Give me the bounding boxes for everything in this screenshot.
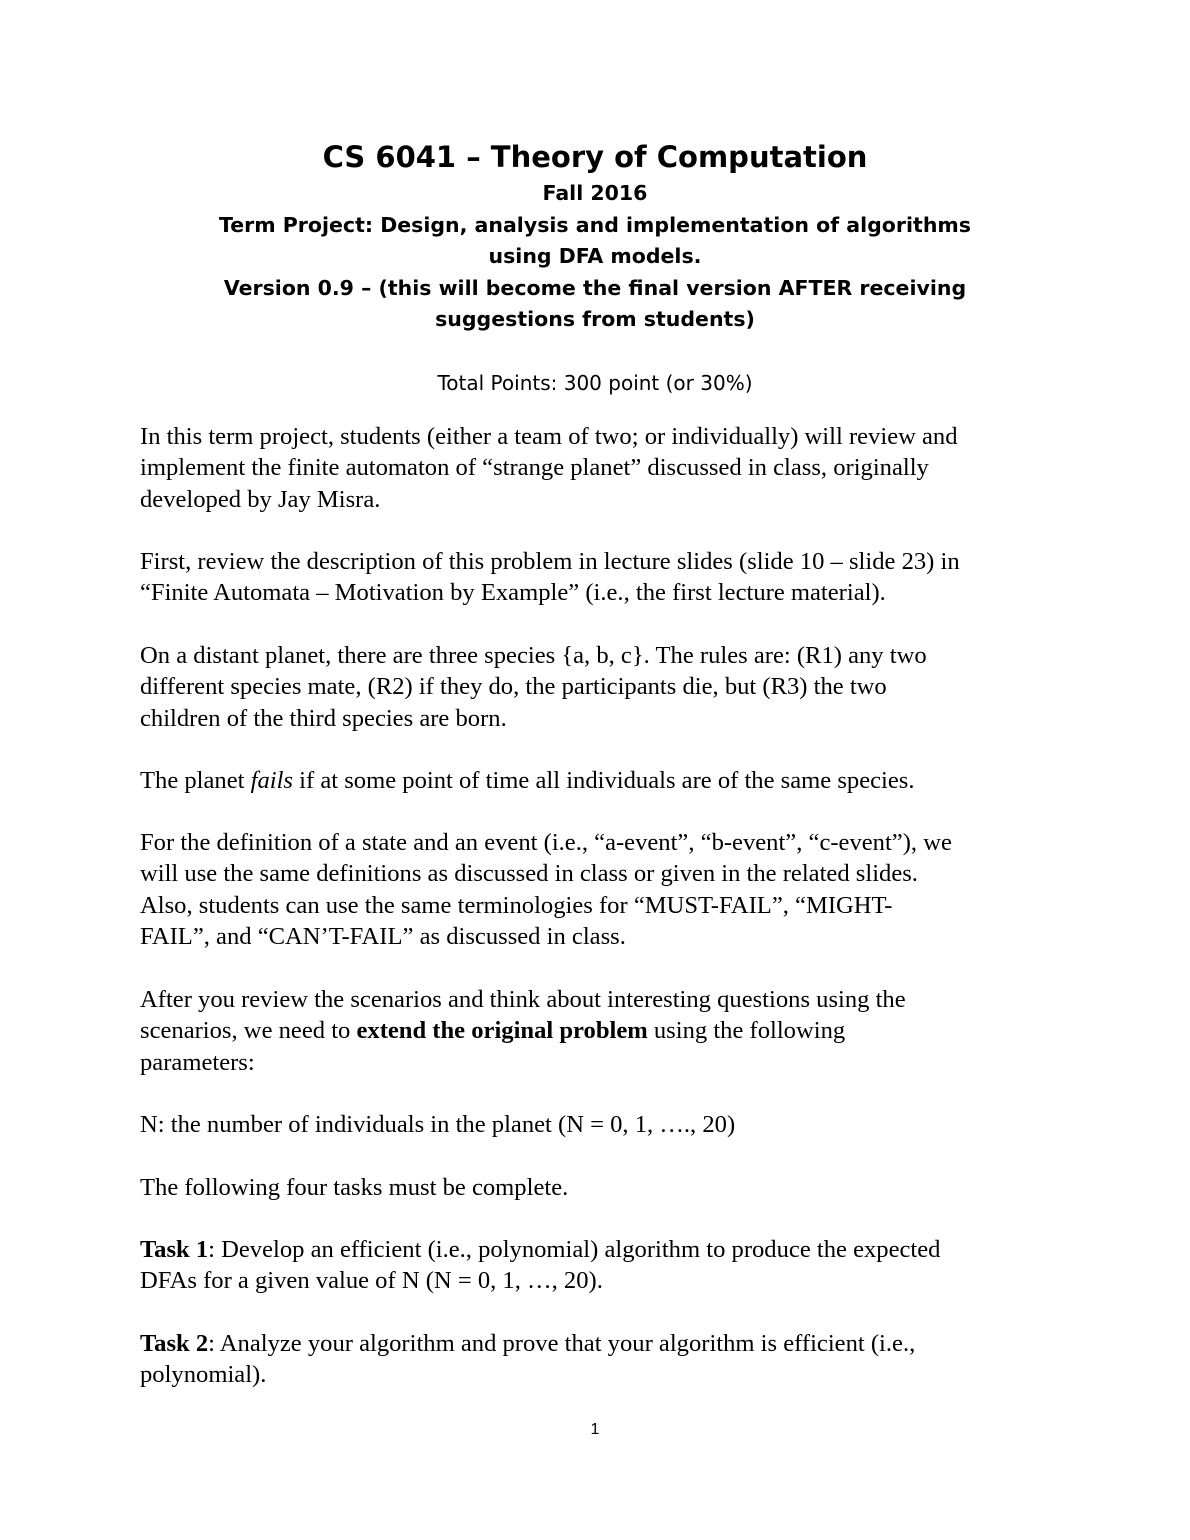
text-line: developed by Jay Misra. xyxy=(140,485,381,513)
paragraph-parameter-n: N: the number of individuals in the planet (N = 0, 1, …., 20) xyxy=(140,1111,736,1138)
task-2 xyxy=(140,1328,915,1391)
text-line: different species mate, (R2) if they do, the participants die, but (R3) the two xyxy=(140,673,887,701)
text-line: will use the same definitions as discussed in class or given in the related slides. xyxy=(140,860,918,888)
total-points: Total Points: 300 point (or 30%) xyxy=(437,371,753,395)
text-line: children of the third species are born. xyxy=(140,704,507,732)
text-line: For the definition of a state and an event (i.e., “a-event”, “b-event”, “c-event”), we xyxy=(140,829,952,856)
version-line2: suggestions from students) xyxy=(435,307,755,331)
text-line: “Finite Automata – Motivation by Example” (i.e., the first lecture material). xyxy=(140,579,886,607)
project-title-line2: using DFA models. xyxy=(488,244,702,268)
text: : Analyze your algorithm and prove that your algorithm is efficient (i.e., xyxy=(208,1330,916,1357)
text-line: implement the finite automaton of “strange planet” discussed in class, originally xyxy=(140,454,929,482)
paragraph-fail xyxy=(140,765,915,796)
text-line: After you review the scenarios and think about interesting questions using the xyxy=(140,986,906,1013)
text: scenarios, we need to xyxy=(140,1017,357,1045)
document-title: CS 6041 – Theory of Computation xyxy=(322,140,868,174)
text-line: polynomial). xyxy=(140,1361,267,1389)
text: using the following xyxy=(647,1017,846,1045)
task-label: Task 1 xyxy=(140,1236,209,1263)
version-line1: Version 0.9 – (this will become the final version AFTER receiving xyxy=(223,276,967,300)
term: Fall 2016 xyxy=(542,181,648,205)
text: The planet xyxy=(140,767,251,794)
text-line: DFAs for a given value of N (N = 0, 1, …, 20). xyxy=(140,1267,603,1295)
project-title-line1: Term Project: Design, analysis and implementation of algorithms xyxy=(219,213,971,237)
text-line: On a distant planet, there are three species {a, b, c}. The rules are: (R1) any two xyxy=(140,642,927,669)
text-line xyxy=(140,1234,940,1265)
task-label: Task 2 xyxy=(140,1330,209,1357)
bold-text: extend the original problem xyxy=(356,1017,648,1045)
text-line: parameters: xyxy=(140,1048,255,1076)
text-line xyxy=(140,1328,915,1359)
text-line xyxy=(140,1015,906,1046)
text: : Develop an efficient (i.e., polynomial) algorithm to produce the expected xyxy=(208,1236,941,1263)
paragraph-review xyxy=(140,546,960,609)
text: if at some point of time all individuals are of the same species. xyxy=(293,767,915,794)
paragraph-tasks-intro: The following four tasks must be complete. xyxy=(140,1174,569,1201)
page-number: 1 xyxy=(590,1421,600,1438)
task-1 xyxy=(140,1234,940,1297)
text-line: Also, students can use the same terminologies for “MUST-FAIL”, “MIGHT- xyxy=(140,891,893,919)
paragraph-extend xyxy=(140,984,906,1078)
paragraph-definitions xyxy=(140,827,952,952)
text-line: First, review the description of this problem in lecture slides (slide 10 – slide 23) in xyxy=(140,548,960,575)
text-line: FAIL”, and “CAN’T-FAIL” as discussed in class. xyxy=(140,922,626,950)
emphasis: fails xyxy=(250,767,293,794)
paragraph-rules xyxy=(140,640,927,734)
text-line: In this term project, students (either a team of two; or individually) will review and xyxy=(140,423,958,450)
paragraph-intro xyxy=(140,421,958,515)
